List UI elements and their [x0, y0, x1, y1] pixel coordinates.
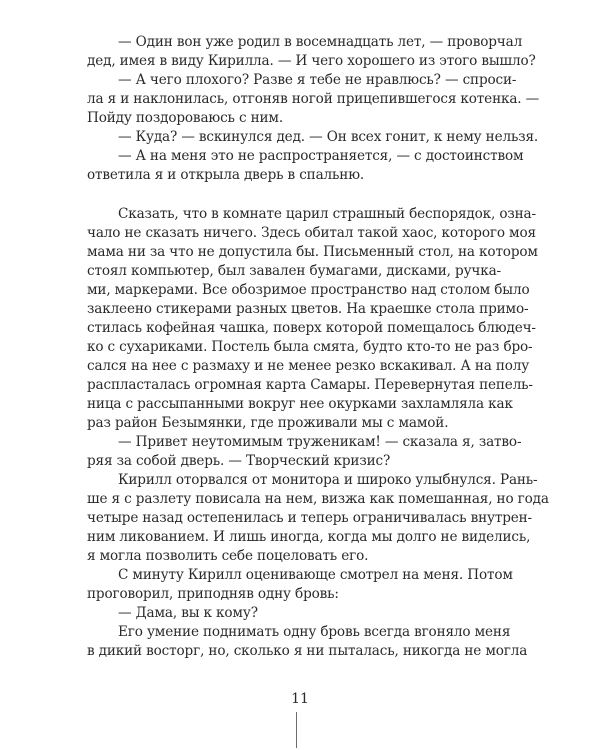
text-line: С минуту Кирилл оценивающе смотрел на меня. Потом: [118, 566, 513, 583]
text-line: распласталась огромная карта Самары. Перевернутая пепель-: [87, 376, 533, 393]
text-line: я могла позволить себе поцеловать его.: [87, 547, 369, 564]
text-line: Пойду поздороваюсь с ним.: [87, 110, 284, 127]
text-line: мама ни за что не допустила бы. Письменный стол, на котором: [87, 243, 538, 260]
text-line: ми, маркерами. Все обозримое пространство над столом было: [87, 281, 530, 298]
text-line: заклеено стикерами разных цветов. На краешке стола примо-: [87, 300, 529, 317]
text-line: ним ликованием. И лишь иногда, когда мы долго не виделись,: [87, 528, 531, 545]
text-line: Его умение поднимать одну бровь всегда вгоняло меня: [118, 623, 511, 640]
page-number: 11: [291, 691, 309, 707]
text-line: стилась кофейная чашка, поверх которой помещалось блюдеч-: [87, 319, 536, 336]
text-line: сался на нее с размаху и не менее резко вскакивал. А на полу: [87, 357, 530, 374]
text-line: — Привет неутомимым труженикам! — сказала я, затво-: [118, 433, 522, 450]
text-line: — А чего плохого? Разве я тебе не нравлюсь? — спроси-: [118, 72, 517, 89]
text-line: ница с рассыпанными вокруг нее окурками захламляла как: [87, 395, 513, 412]
text-line: дед, имея в виду Кирилла. — И чего хорошего из этого вышло?: [87, 53, 536, 69]
text-line: — Куда? — вскинулся дед. — Он всех гонит, к нему нельзя.: [118, 129, 539, 146]
text-line: — Один вон уже родил в восемнадцать лет, — проворчал: [118, 34, 523, 50]
text-line: раз район Безымянки, где проживали мы с мамой.: [87, 414, 449, 431]
text-line: — Дама, вы к кому?: [118, 604, 258, 621]
text-line: ряя за собой дверь. — Творческий кризис?: [87, 452, 391, 469]
text-line: ко с сухариками. Постель была смята, будто кто-то не раз бро-: [87, 338, 533, 355]
text-line: проговорил, приподняв одну бровь:: [87, 585, 339, 602]
text-line: стоял компьютер, был завален бумагами, дисками, ручка-: [87, 262, 501, 279]
text-line: в дикий восторг, но, сколько я ни пыталась, никогда не могла: [87, 643, 528, 659]
text-line: ше я с разлету повисала на нем, визжа как помешанная, но года: [87, 490, 549, 507]
text-line: чало не сказать ничего. Здесь обитал такой хаос, которого моя: [87, 224, 536, 241]
text-line: Сказать, что в комнате царил страшный беспорядок, озна-: [118, 205, 536, 222]
text-line: ответила я и открыла дверь в спальню.: [87, 167, 365, 184]
text-line: четыре назад остепенилась и теперь ограничивалась внутрен-: [87, 509, 532, 526]
text-line: ла я и наклонилась, отгоняв ногой прицепившегося котенка. —: [87, 91, 540, 108]
text-line: Кирилл оторвался от монитора и широко улыбнулся. Рань-: [118, 471, 538, 488]
page-number-rule: [296, 712, 297, 748]
text-line: — А на меня это не распространяется, — с достоинством: [118, 148, 524, 165]
